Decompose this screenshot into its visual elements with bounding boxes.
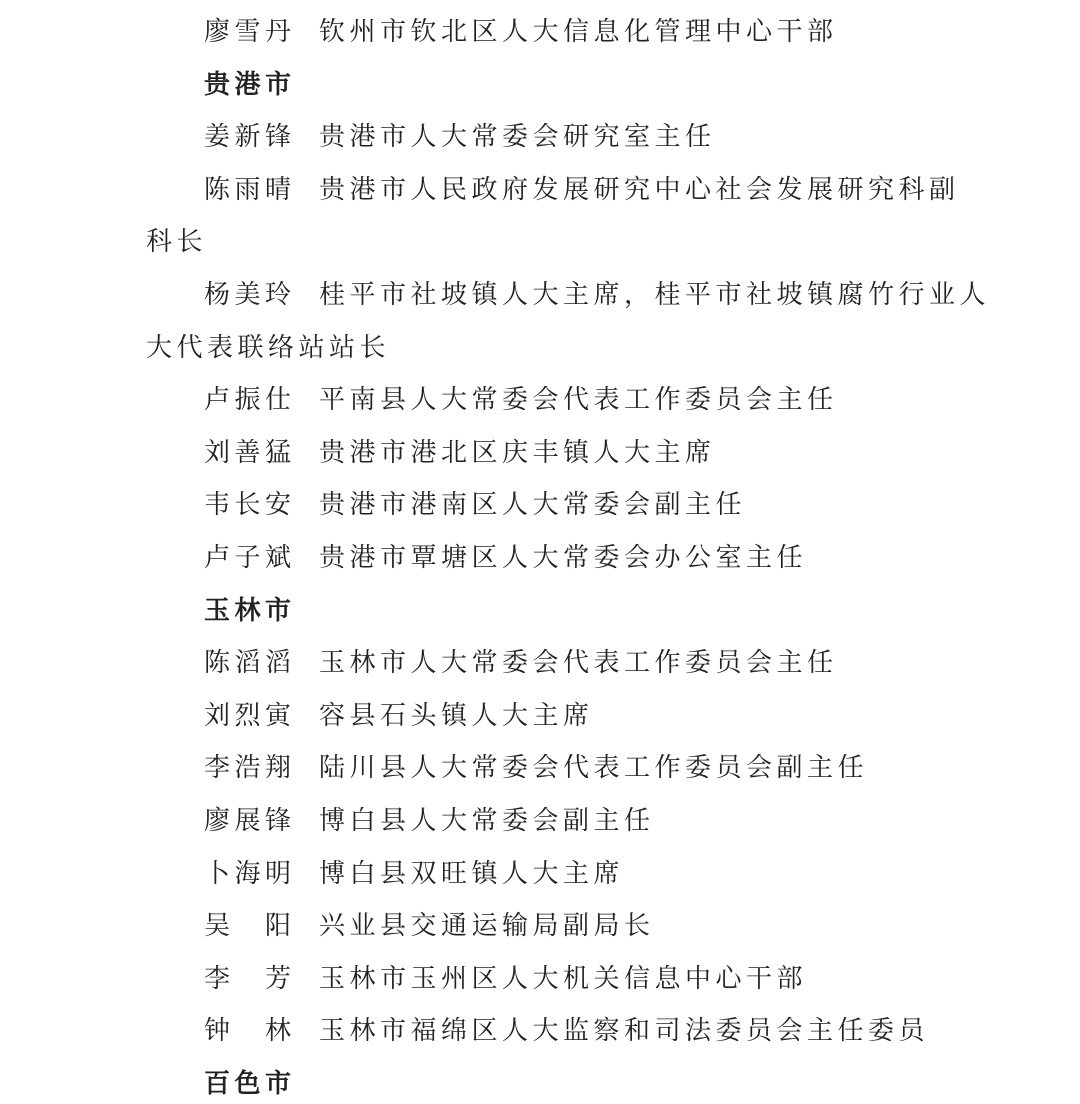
roster-entry xyxy=(204,485,746,525)
roster-entry xyxy=(204,643,838,683)
person-name: 卢振仕 xyxy=(204,385,296,416)
position-title: 容县石头镇人大主席 xyxy=(319,700,594,731)
roster-entry xyxy=(204,433,716,473)
person-name: 卜海明 xyxy=(204,858,296,889)
roster-entry xyxy=(204,748,868,788)
region-heading: 贵港市 xyxy=(204,69,296,100)
roster-entry xyxy=(204,801,655,841)
person-name: 李 芳 xyxy=(204,963,296,994)
roster-entry xyxy=(204,170,960,210)
person-name: 廖雪丹 xyxy=(204,17,296,47)
roster-entry xyxy=(204,696,594,736)
position-title: 钦州市钦北区人大信息化管理中心干部 xyxy=(319,17,838,47)
person-name: 李浩翔 xyxy=(204,753,296,784)
person-name: 韦长安 xyxy=(204,490,296,521)
roster-entry xyxy=(204,959,807,999)
position-title: 平南县人大常委会代表工作委员会主任 xyxy=(319,385,838,416)
region-heading: 百色市 xyxy=(204,1069,296,1099)
position-title: 兴业县交通运输局副局长 xyxy=(319,911,655,942)
position-title: 玉林市人大常委会代表工作委员会主任 xyxy=(319,648,838,679)
roster-entry xyxy=(204,117,716,157)
roster-entry xyxy=(204,854,624,894)
position-title: 玉林市福绵区人大监察和司法委员会主任委员 xyxy=(319,1016,930,1047)
person-name: 吴 阳 xyxy=(204,911,296,942)
person-name: 廖展锋 xyxy=(204,806,296,836)
roster-entry xyxy=(204,906,655,946)
position-title: 博白县人大常委会副主任 xyxy=(319,806,655,836)
roster-entry xyxy=(204,538,807,578)
position-title-continuation: 大代表联络站站长 xyxy=(146,332,391,363)
roster-entry xyxy=(204,1011,929,1051)
person-name: 姜新锋 xyxy=(204,122,296,153)
person-name: 钟 林 xyxy=(204,1016,296,1047)
position-title: 贵港市人大常委会研究室主任 xyxy=(319,122,716,153)
position-title: 博白县双旺镇人大主席 xyxy=(319,858,625,889)
person-name: 杨美玲 xyxy=(204,280,296,310)
position-title: 贵港市覃塘区人大常委会办公室主任 xyxy=(319,543,808,573)
position-title-continuation: 科长 xyxy=(146,227,208,258)
person-name: 卢子斌 xyxy=(204,543,296,573)
position-title: 陆川县人大常委会代表工作委员会副主任 xyxy=(319,753,869,784)
person-name: 刘烈寅 xyxy=(204,700,296,731)
roster-entry xyxy=(204,275,990,315)
person-name: 陈雨晴 xyxy=(204,174,296,205)
position-title: 贵港市港南区人大常委会副主任 xyxy=(319,490,747,521)
roster-entry xyxy=(204,380,838,420)
region-heading: 玉林市 xyxy=(204,595,296,626)
position-title: 贵港市港北区庆丰镇人大主席 xyxy=(319,437,716,468)
person-name: 刘善猛 xyxy=(204,437,296,468)
position-title: 玉林市玉州区人大机关信息中心干部 xyxy=(319,963,808,994)
position-title: 桂平市社坡镇人大主席，桂平市社坡镇腐竹行业人 xyxy=(319,280,991,310)
person-name: 陈滔滔 xyxy=(204,648,296,679)
roster-entry xyxy=(204,12,838,52)
position-title: 贵港市人民政府发展研究中心社会发展研究科副 xyxy=(319,174,960,205)
